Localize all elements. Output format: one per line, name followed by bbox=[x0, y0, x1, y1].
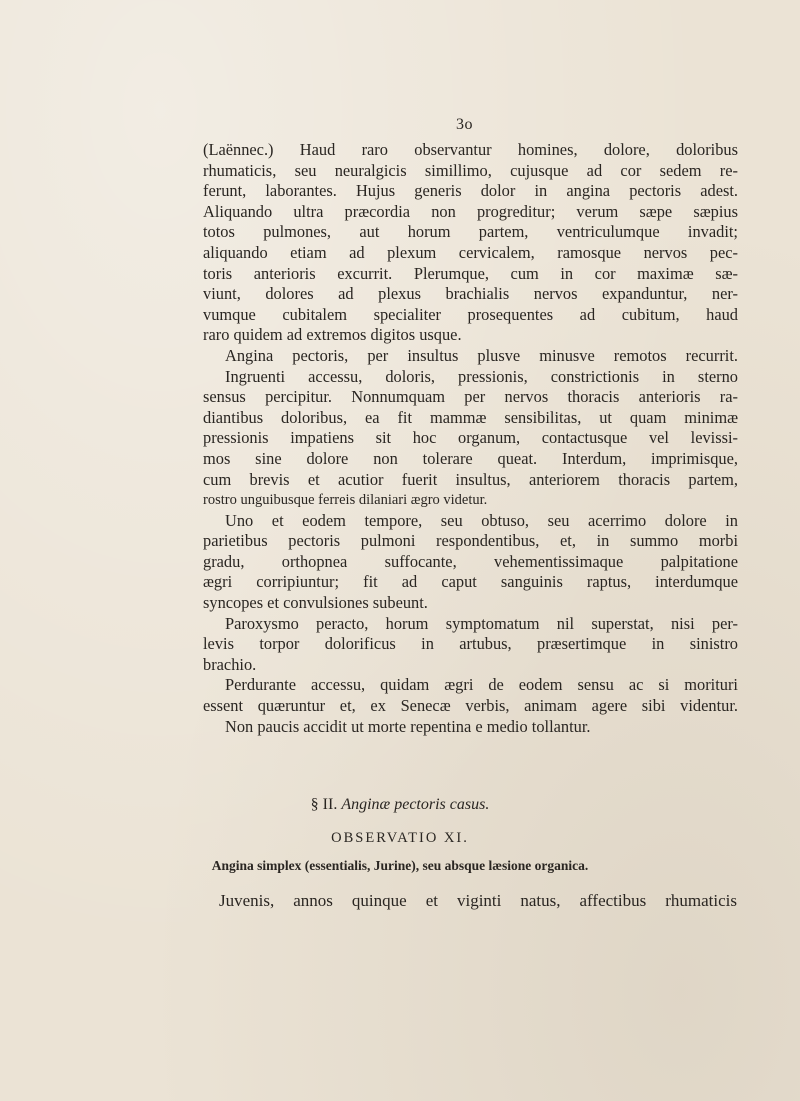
text-line: Angina pectoris, per insultus plusve minusve remotos recurrit. bbox=[225, 345, 738, 365]
observation-subtitle: Angina simplex (essentialis, Jurine), seu absque læsione organica. bbox=[211, 858, 589, 873]
text-line: raro quidem ad extremos digitos usque. bbox=[203, 325, 462, 345]
text-line: cum brevis et acutior fuerit insultus, anteriorem thoracis partem, bbox=[203, 469, 738, 489]
body-text bbox=[203, 140, 738, 737]
page-number: 3o bbox=[456, 116, 473, 133]
text-line: sensus percipitur. Nonnumquam per nervos thoracis anterioris ra- bbox=[203, 387, 738, 407]
text-line: parietibus pectoris pulmoni respondentibus, et, in summo morbi bbox=[203, 531, 738, 551]
text-line: Paroxysmo peracto, horum symptomatum nil superstat, nisi per- bbox=[225, 613, 738, 633]
text-line: Non paucis accidit ut morte repentina e medio tollantur. bbox=[225, 716, 591, 736]
text-line: essent quæruntur et, ex Senecæ verbis, animam agere sibi videntur. bbox=[203, 696, 738, 716]
text-line: totos pulmones, aut horum partem, ventriculumque invadit; bbox=[203, 222, 738, 242]
text-line: (Laënnec.) Haud raro observantur homines, dolore, doloribus bbox=[203, 140, 738, 159]
text-line: toris anterioris excurrit. Plerumque, cum in cor maximæ sæ- bbox=[203, 263, 738, 283]
text-line: ferunt, laborantes. Hujus generis dolor in angina pectoris adest. bbox=[203, 181, 738, 201]
text-line: rostro unguibusque ferreis dilaniari ægro videtur. bbox=[203, 492, 488, 509]
text-line: syncopes et convulsiones subeunt. bbox=[203, 593, 428, 613]
text-line: brachio. bbox=[203, 654, 257, 674]
text-line: mos sine dolore non tolerare queat. Interdum, imprimisque, bbox=[203, 448, 738, 468]
section-title: Anginæ pectoris casus. bbox=[341, 796, 490, 813]
paragraph-start: Juvenis, annos quinque et viginti natus, affectibus rhumaticis bbox=[219, 891, 737, 910]
section-number: § II. bbox=[310, 796, 338, 813]
text-line: Aliquando ultra præcordia non progreditur; verum sæpe sæpius bbox=[203, 201, 738, 221]
text-line: rhumaticis, seu neuralgicis simillimo, cujusque ad cor sedem re- bbox=[203, 160, 738, 180]
text-line: gradu, orthopnea suffocante, vehementissimaque palpitatione bbox=[203, 551, 738, 571]
text-line: Perdurante accessu, quidam ægri de eodem sensu ac si morituri bbox=[225, 675, 738, 695]
text-line: diantibus doloribus, ea fit mammæ sensibilitas, ut quam minimæ bbox=[203, 407, 738, 427]
observation-title: OBSERVATIO XI. bbox=[331, 830, 469, 846]
text-line: aliquando etiam ad plexum cervicalem, ramosque nervos pec- bbox=[203, 242, 738, 262]
text-line: pressionis impatiens sit hoc organum, contactusque vel levissi- bbox=[203, 428, 738, 448]
section-heading bbox=[0, 796, 800, 814]
text-line: ægri corripiuntur; fit ad caput sanguinis raptus, interdumque bbox=[203, 572, 738, 592]
text-line: Uno et eodem tempore, seu obtuso, seu acerrimo dolore in bbox=[225, 510, 738, 530]
text-line: levis torpor dolorificus in artubus, præsertimque in sinistro bbox=[203, 634, 738, 654]
text-line: Ingruenti accessu, doloris, pressionis, constrictionis in sterno bbox=[225, 366, 738, 386]
text-line: vumque cubitalem specialiter prosequentes ad cubitum, haud bbox=[203, 304, 738, 324]
text-line: viunt, dolores ad plexus brachialis nervos expanduntur, ner- bbox=[203, 284, 738, 304]
